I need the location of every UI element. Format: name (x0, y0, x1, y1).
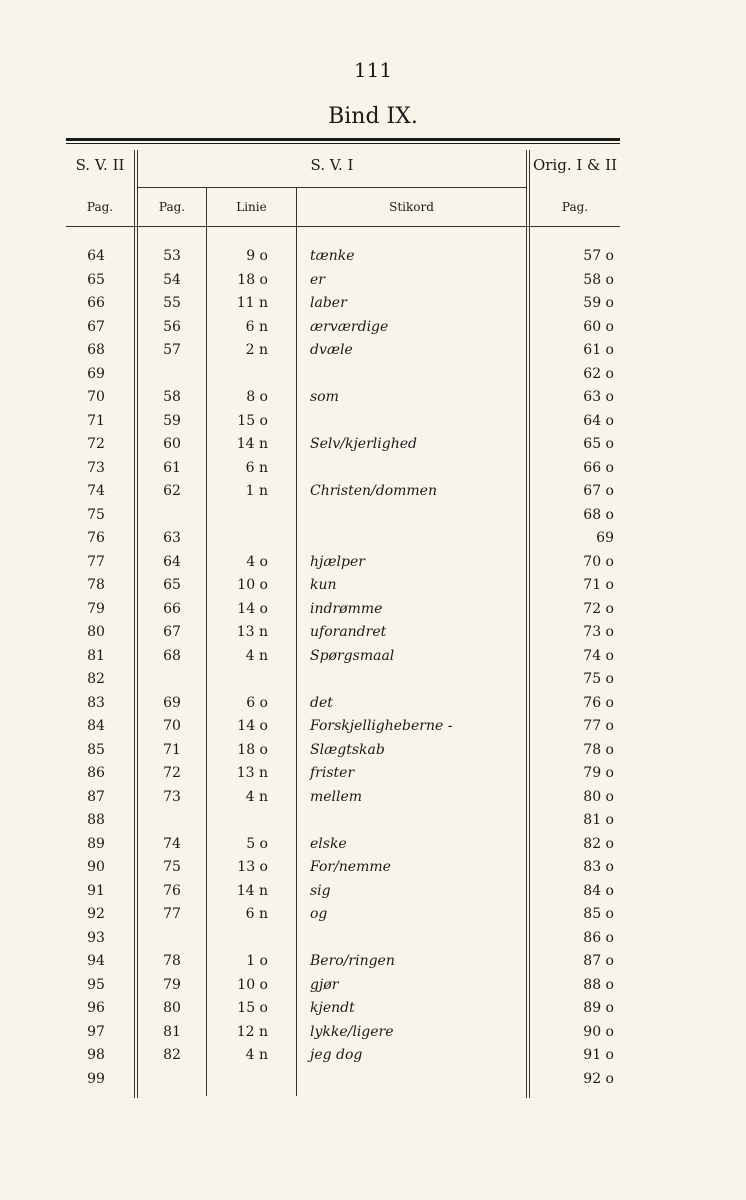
cell-stikord: indrømme (310, 600, 383, 617)
cell-sv1-pag: 62 (163, 483, 181, 499)
cell-sv2-pag: 77 (87, 553, 105, 570)
cell-sv1-pag: 81 (163, 1023, 181, 1040)
cell-sv1-pag: 60 (163, 436, 181, 452)
cell-sv2-pag: 92 (87, 906, 105, 922)
cell-sv2-pag: 89 (87, 835, 105, 852)
table-row (66, 269, 620, 293)
cell-orig-pag: 90 o (583, 1023, 614, 1040)
table-row (66, 292, 620, 316)
cell-sv2-pag: 66 (87, 295, 105, 311)
subheader-sv2-pag: Pag. (86, 200, 114, 214)
cell-stikord: og (310, 906, 328, 922)
table-row (66, 527, 620, 551)
cell-stikord: Bero/ringen (310, 953, 395, 969)
table-row (66, 1068, 620, 1092)
cell-sv1-pag: 82 (163, 1047, 181, 1063)
table-row (66, 433, 620, 457)
table-row (66, 786, 620, 810)
cell-sv2-pag: 95 (87, 976, 105, 993)
cell-sv1-linie: 14 o (237, 718, 268, 734)
cell-orig-pag: 67 o (583, 483, 614, 499)
cell-orig-pag: 65 o (583, 436, 614, 452)
cell-sv1-pag: 56 (163, 318, 181, 335)
cell-sv1-linie: 4 o (246, 553, 268, 570)
cell-sv2-pag: 70 (87, 389, 105, 405)
cell-sv2-pag: 82 (87, 671, 105, 687)
cell-orig-pag: 73 o (583, 624, 614, 640)
cell-orig-pag: 68 o (583, 506, 614, 523)
cell-stikord: kun (310, 577, 337, 593)
cell-orig-pag: 92 o (583, 1070, 614, 1087)
cell-stikord: jeg dog (310, 1047, 363, 1063)
table-row (66, 410, 620, 434)
cell-orig-pag: 91 o (583, 1047, 614, 1063)
cell-sv1-linie: 13 n (236, 765, 268, 781)
table-row (66, 621, 620, 645)
cell-sv2-pag: 71 (87, 412, 105, 429)
cell-orig-pag: 63 o (583, 389, 614, 405)
top-rule-thin (66, 143, 620, 144)
cell-sv1-pag: 59 (163, 412, 181, 429)
cell-sv1-linie: 8 o (246, 389, 268, 405)
cell-sv2-pag: 85 (87, 741, 105, 758)
volume-title: Bind IX. (328, 104, 418, 129)
cell-sv1-pag: 67 (163, 624, 181, 640)
cell-orig-pag: 74 o (583, 647, 614, 664)
subheader-rule (66, 226, 620, 227)
table-row (66, 692, 620, 716)
cell-sv2-pag: 72 (87, 436, 105, 452)
cell-orig-pag: 58 o (583, 271, 614, 288)
table-row (66, 457, 620, 481)
cell-sv1-pag: 57 (163, 342, 181, 358)
header-sv1: S. V. I (310, 156, 354, 174)
cell-sv1-pag: 65 (163, 577, 181, 593)
cell-orig-pag: 70 o (583, 553, 614, 570)
cell-stikord: laber (310, 295, 347, 311)
cell-stikord: tænke (310, 248, 355, 264)
cell-stikord: hjælper (310, 553, 365, 570)
cell-stikord: uforandret (310, 624, 387, 640)
header-orig: Orig. I & II (532, 156, 618, 174)
cell-sv1-linie: 4 n (245, 647, 268, 664)
cell-sv1-linie: 5 o (246, 835, 268, 852)
cell-sv1-pag: 53 (163, 248, 181, 264)
cell-sv1-linie: 14 o (237, 600, 268, 617)
table-row (66, 574, 620, 598)
cell-sv1-linie: 6 n (245, 318, 268, 335)
cell-sv1-pag: 75 (163, 859, 181, 875)
cell-stikord: dvæle (310, 342, 353, 358)
subheader-sv1-stikord: Stikord (389, 200, 434, 214)
cell-sv2-pag: 69 (87, 365, 105, 382)
cell-orig-pag: 84 o (583, 882, 614, 899)
cell-sv1-linie: 11 n (236, 295, 268, 311)
cell-sv2-pag: 97 (87, 1023, 105, 1040)
cell-sv1-linie: 1 o (246, 953, 268, 969)
header-rule (138, 187, 526, 188)
table-row (66, 715, 620, 739)
table-row (66, 668, 620, 692)
cell-sv1-pag: 68 (163, 647, 181, 664)
cell-stikord: Slægtskab (310, 741, 385, 758)
table-row (66, 833, 620, 857)
cell-sv2-pag: 87 (87, 788, 105, 805)
cell-stikord: Forskjelligheberne - (310, 718, 453, 734)
cell-sv1-linie: 1 n (245, 483, 268, 499)
cell-sv1-linie: 18 o (237, 271, 268, 288)
cell-sv2-pag: 83 (87, 694, 105, 711)
cell-sv2-pag: 75 (87, 506, 105, 523)
page-number: 111 (353, 58, 393, 82)
cell-sv1-pag: 54 (163, 271, 181, 288)
cell-sv1-pag: 80 (163, 1000, 181, 1016)
subheader-sv1-pag: Pag. (158, 200, 186, 214)
cell-sv2-pag: 90 (87, 859, 105, 875)
cell-sv1-linie: 6 n (245, 906, 268, 922)
cell-orig-pag: 87 o (583, 953, 614, 969)
table-row (66, 598, 620, 622)
cell-sv1-linie: 15 o (237, 412, 268, 429)
table-row (66, 950, 620, 974)
table-row (66, 480, 620, 504)
cell-orig-pag: 82 o (583, 835, 614, 852)
table-row (66, 739, 620, 763)
cell-orig-pag: 85 o (583, 906, 614, 922)
cell-stikord: frister (310, 765, 355, 781)
cell-orig-pag: 86 o (583, 929, 614, 946)
cell-sv1-pag: 79 (163, 976, 181, 993)
cell-sv2-pag: 78 (87, 577, 105, 593)
subheader-sv1-linie: Linie (236, 200, 267, 214)
cell-sv1-linie: 10 o (237, 976, 268, 993)
cell-sv1-pag: 73 (163, 788, 181, 805)
table-row (66, 927, 620, 951)
cell-sv1-linie: 2 n (245, 342, 268, 358)
cell-sv2-pag: 64 (87, 248, 105, 264)
cell-sv1-pag: 72 (163, 765, 181, 781)
cell-orig-pag: 62 o (583, 365, 614, 382)
cell-sv2-pag: 93 (87, 929, 105, 946)
table-row (66, 809, 620, 833)
cell-sv1-pag: 58 (163, 389, 181, 405)
cell-sv2-pag: 81 (87, 647, 105, 664)
table-row (66, 880, 620, 904)
cell-orig-pag: 81 o (583, 812, 614, 828)
cell-orig-pag: 75 o (583, 671, 614, 687)
cell-orig-pag: 88 o (583, 976, 614, 993)
table-row (66, 762, 620, 786)
cell-stikord: For/nemme (310, 859, 391, 875)
cell-sv1-linie: 4 n (245, 788, 268, 805)
cell-stikord: Christen/dommen (310, 483, 437, 499)
cell-sv2-pag: 94 (87, 953, 105, 969)
cell-orig-pag: 72 o (583, 600, 614, 617)
cell-orig-pag: 76 o (583, 694, 614, 711)
cell-orig-pag: 61 o (583, 342, 614, 358)
cell-sv2-pag: 68 (87, 342, 105, 358)
cell-orig-pag: 89 o (583, 1000, 614, 1016)
cell-sv2-pag: 91 (87, 882, 105, 899)
cell-sv1-linie: 4 n (245, 1047, 268, 1063)
cell-sv1-pag: 70 (163, 718, 181, 734)
cell-sv1-linie: 13 n (236, 624, 268, 640)
table-row (66, 551, 620, 575)
cell-sv2-pag: 84 (87, 718, 105, 734)
cell-sv2-pag: 74 (87, 483, 105, 499)
table-row (66, 245, 620, 269)
cell-sv1-pag: 63 (163, 530, 181, 546)
cell-sv1-pag: 76 (163, 882, 181, 899)
cell-sv2-pag: 88 (87, 812, 105, 828)
cell-sv1-linie: 9 o (246, 248, 268, 264)
cell-stikord: lykke/ligere (310, 1023, 394, 1040)
cell-sv2-pag: 65 (87, 271, 105, 288)
cell-sv1-pag: 66 (163, 600, 181, 617)
cell-stikord: mellem (310, 788, 363, 805)
cell-stikord: som (310, 389, 339, 405)
cell-sv1-pag: 74 (163, 835, 181, 852)
cell-orig-pag: 69 (596, 530, 614, 546)
cell-sv1-pag: 55 (163, 295, 181, 311)
cell-sv1-linie: 6 o (246, 694, 268, 711)
cell-stikord: elske (310, 835, 347, 852)
cell-sv2-pag: 67 (87, 318, 105, 335)
cell-stikord: er (310, 271, 325, 288)
cell-stikord: Selv/kjerlighed (310, 436, 417, 452)
concordance-table (66, 138, 620, 1098)
table-row (66, 504, 620, 528)
table-row (66, 974, 620, 998)
cell-sv1-pag: 77 (163, 906, 181, 922)
table-row (66, 645, 620, 669)
cell-sv2-pag: 98 (87, 1047, 105, 1063)
cell-sv1-linie: 14 n (236, 436, 268, 452)
table-row (66, 997, 620, 1021)
cell-orig-pag: 59 o (583, 295, 614, 311)
cell-orig-pag: 71 o (583, 577, 614, 593)
cell-orig-pag: 83 o (583, 859, 614, 875)
cell-sv1-linie: 13 o (237, 859, 268, 875)
table-row (66, 316, 620, 340)
cell-sv2-pag: 86 (87, 765, 105, 781)
cell-sv1-linie: 12 n (236, 1023, 268, 1040)
cell-orig-pag: 60 o (583, 318, 614, 335)
cell-sv1-pag: 64 (163, 553, 181, 570)
table-row (66, 856, 620, 880)
cell-orig-pag: 77 o (583, 718, 614, 734)
cell-sv2-pag: 99 (87, 1070, 105, 1087)
cell-sv2-pag: 76 (87, 530, 105, 546)
cell-sv1-pag: 71 (163, 741, 181, 758)
table-row (66, 339, 620, 363)
cell-sv1-linie: 10 o (237, 577, 268, 593)
cell-stikord: ærværdige (310, 318, 389, 335)
table-row (66, 1021, 620, 1045)
cell-sv1-linie: 14 n (236, 882, 268, 899)
cell-sv1-linie: 18 o (237, 741, 268, 758)
table-row (66, 386, 620, 410)
cell-sv1-pag: 61 (163, 459, 181, 476)
cell-stikord: kjendt (310, 1000, 355, 1016)
cell-sv2-pag: 79 (87, 600, 105, 617)
table-row (66, 903, 620, 927)
cell-sv2-pag: 73 (87, 459, 105, 476)
cell-stikord: gjør (310, 976, 339, 993)
cell-stikord: sig (310, 882, 331, 899)
cell-orig-pag: 64 o (583, 412, 614, 429)
cell-sv1-pag: 78 (163, 953, 181, 969)
cell-sv2-pag: 96 (87, 1000, 105, 1016)
cell-stikord: det (310, 694, 333, 711)
header-sv2: S. V. II (75, 156, 125, 174)
cell-sv1-pag: 69 (163, 694, 181, 711)
table-row (66, 1044, 620, 1068)
cell-sv1-linie: 15 o (237, 1000, 268, 1016)
top-rule-thick (66, 138, 620, 141)
cell-sv1-linie: 6 n (245, 459, 268, 476)
cell-orig-pag: 79 o (583, 765, 614, 781)
cell-orig-pag: 66 o (583, 459, 614, 476)
cell-orig-pag: 57 o (583, 248, 614, 264)
cell-orig-pag: 78 o (583, 741, 614, 758)
cell-stikord: Spørgsmaal (310, 647, 395, 664)
cell-orig-pag: 80 o (583, 788, 614, 805)
subheader-orig-pag: Pag. (561, 200, 589, 214)
table-row (66, 363, 620, 387)
cell-sv2-pag: 80 (87, 624, 105, 640)
